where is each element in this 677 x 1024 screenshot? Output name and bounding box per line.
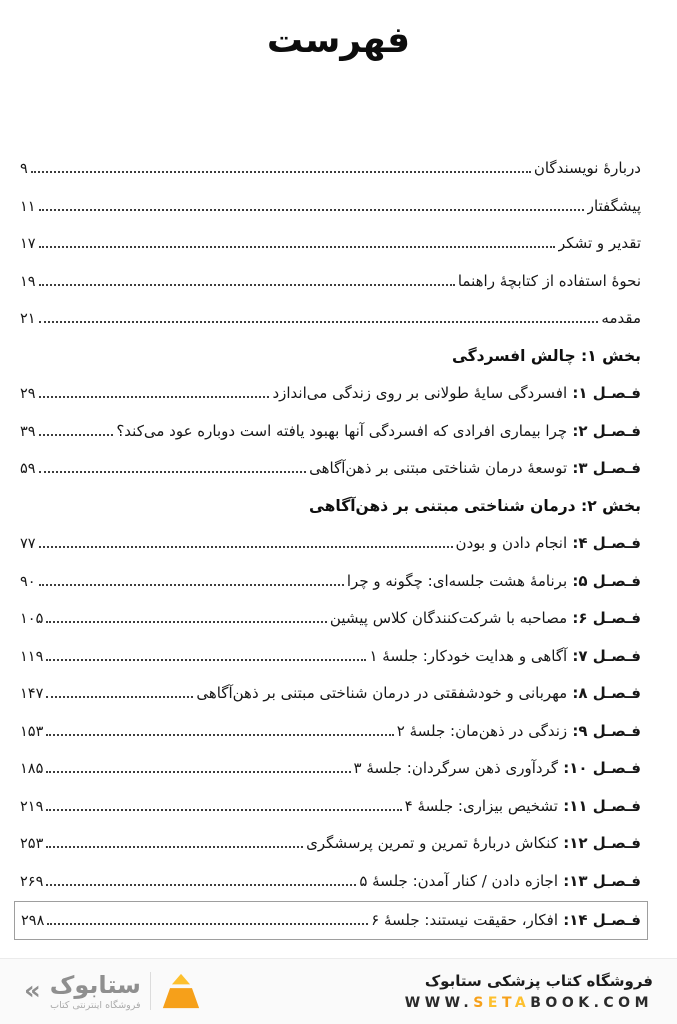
dot-leader bbox=[46, 734, 393, 736]
toc-entry-page: ۳۹ bbox=[20, 423, 36, 440]
toc-entry-title: دربارۀ نویسندگان bbox=[533, 159, 641, 177]
toc-entry-title: افسردگی سایۀ طولانی بر روی زندگی می‌اندازد bbox=[272, 384, 568, 402]
toc-entry-label bbox=[371, 902, 641, 940]
dot-leader bbox=[47, 923, 368, 925]
store-title: فروشگاه کتاب پزشکی ستابوک bbox=[424, 972, 653, 990]
toc-entry-label bbox=[196, 675, 641, 713]
toc-entry-page: ۱۱ bbox=[20, 198, 36, 215]
dot-leader bbox=[46, 659, 366, 661]
dot-leader bbox=[46, 696, 193, 698]
toc-entry-title: تشخیص بیزاری: جلسۀ ۴ bbox=[404, 796, 558, 815]
toc-entry-page: ۲۱ bbox=[20, 311, 36, 327]
toc-entry-row bbox=[20, 525, 641, 563]
website-brand-letters: SETA bbox=[473, 995, 531, 1011]
toc-entry-page: ۱۷ bbox=[20, 236, 36, 252]
toc-entry-title: برنامۀ هشت جلسه‌ای: چگونه و چرا bbox=[346, 571, 568, 590]
toc-entry-page: ۲۵۳ bbox=[20, 836, 44, 852]
toc-entry-label bbox=[330, 600, 641, 638]
toc-entry-title: گردآوری ذهن سرگردان: جلسۀ ۳ bbox=[353, 759, 558, 777]
dot-leader bbox=[46, 771, 350, 773]
toc-list bbox=[0, 150, 677, 940]
toc-entry-prefix: فـصـل ۵: bbox=[567, 571, 641, 590]
toc-entry-row bbox=[20, 375, 641, 413]
website-prefix: WWW. bbox=[404, 995, 474, 1011]
toc-entry-row bbox=[20, 863, 641, 901]
toc-entry-title: زندگی در ذهن‌مان: جلسۀ ۲ bbox=[396, 721, 568, 740]
toc-entry-prefix: فـصـل ۹: bbox=[567, 721, 641, 740]
logo-chevrons-icon: « bbox=[24, 976, 41, 1007]
toc-section-label: بخش ۲: درمان شناختی مبتنی بر ذهن‌آگاهی bbox=[308, 496, 641, 515]
toc-entry-label bbox=[116, 413, 641, 451]
toc-entry-label bbox=[359, 863, 641, 901]
toc-entry-page: ۷۷ bbox=[20, 536, 36, 552]
toc-entry-page: ۱۰۵ bbox=[20, 611, 44, 627]
toc-entry-row bbox=[20, 150, 641, 188]
footer-bar bbox=[0, 958, 677, 1024]
logo-divider bbox=[150, 972, 151, 1010]
toc-section-row bbox=[20, 488, 641, 526]
toc-entry-row bbox=[20, 750, 641, 788]
toc-entry-prefix: فـصـل ۲: bbox=[567, 421, 641, 440]
toc-entry-title: مهربانی و خودشفقتی در درمان شناختی مبتنی بر ذهن‌آگاهی bbox=[196, 684, 568, 702]
toc-entry-label bbox=[456, 525, 641, 563]
toc-entry-label bbox=[272, 375, 641, 413]
toc-entry-title: توسعۀ درمان شناختی مبتنی بر ذهن‌آگاهی bbox=[309, 459, 568, 477]
toc-entry-prefix: فـصـل ۱۴: bbox=[557, 911, 641, 929]
website-suffix: BOOK.COM bbox=[530, 995, 653, 1011]
toc-entry-row bbox=[20, 600, 641, 638]
dot-leader bbox=[39, 396, 270, 398]
logo-wordmark: ستابوک bbox=[49, 970, 141, 999]
dot-leader bbox=[39, 471, 307, 473]
toc-entry-page: ۱۱۹ bbox=[20, 648, 44, 665]
toc-entry-label bbox=[369, 638, 641, 676]
toc-entry-prefix: فـصـل ۶: bbox=[567, 609, 641, 627]
toc-entry-prefix: فـصـل ۱۳: bbox=[557, 871, 641, 890]
toc-entry-prefix: فـصـل ۱: bbox=[567, 384, 641, 402]
toc-entry-label bbox=[397, 713, 641, 751]
setabook-logo[interactable] bbox=[24, 972, 202, 1011]
dot-leader bbox=[39, 434, 114, 436]
toc-entry-label bbox=[587, 188, 641, 226]
toc-section-label: بخش ۱: چالش افسردگی bbox=[451, 346, 641, 365]
dot-leader bbox=[46, 809, 401, 811]
toc-entry-page: ۵۹ bbox=[20, 461, 36, 477]
logo-tagline: فروشگاه اینترنتی کتاب bbox=[50, 1000, 141, 1012]
toc-entry-label bbox=[347, 563, 641, 601]
dot-leader bbox=[39, 284, 455, 286]
toc-entry-title: اجازه دادن / کنار آمدن: جلسۀ ۵ bbox=[359, 871, 558, 890]
toc-entry-title: مصاحبه با شرکت‌کنندگان کلاس پیشین bbox=[329, 609, 568, 627]
toc-entry-row bbox=[20, 413, 641, 451]
toc-entry-prefix: فـصـل ۱۰: bbox=[557, 759, 641, 777]
dot-leader bbox=[39, 546, 453, 548]
dot-leader bbox=[39, 321, 599, 323]
toc-entry-page: ۱۸۵ bbox=[20, 761, 44, 777]
toc-entry-row bbox=[20, 225, 641, 263]
toc-entry-label bbox=[405, 788, 641, 826]
toc-entry-page: ۱۵۳ bbox=[20, 723, 44, 740]
toc-entry-row bbox=[20, 638, 641, 676]
dot-leader bbox=[39, 584, 344, 586]
toc-entry-prefix: فـصـل ۷: bbox=[567, 646, 641, 665]
toc-entry-prefix: فـصـل ۳: bbox=[567, 459, 641, 477]
toc-entry-page: ۲۱۹ bbox=[20, 798, 44, 815]
toc-entry-title: نحوۀ استفاده از کتابچۀ راهنما bbox=[457, 271, 641, 290]
toc-entry-prefix: فـصـل ۸: bbox=[567, 684, 641, 702]
toc-entry-page: ۹ bbox=[20, 161, 28, 177]
toc-entry-page: ۲۹۸ bbox=[21, 913, 45, 929]
toc-entry-label bbox=[458, 263, 641, 301]
toc-entry-row bbox=[20, 675, 641, 713]
toc-entry-title: پیشگفتار bbox=[586, 196, 641, 215]
toc-entry-prefix: فـصـل ۱۱: bbox=[557, 796, 641, 815]
toc-entry-row bbox=[20, 713, 641, 751]
toc-entry-prefix: فـصـل ۴: bbox=[567, 534, 641, 552]
toc-entry-row bbox=[20, 188, 641, 226]
toc-entry-page: ۱۹ bbox=[20, 273, 36, 290]
toc-entry-page: ۹۰ bbox=[20, 573, 36, 590]
toc-entry-title: مقدمه bbox=[601, 309, 641, 327]
dot-leader bbox=[46, 846, 303, 848]
toc-entry-title: آگاهی و هدایت خودکار: جلسۀ ۱ bbox=[369, 646, 568, 665]
toc-entry-label bbox=[534, 150, 641, 188]
toc-entry-title: کنکاش دربارۀ تمرین و تمرین پرسشگری bbox=[306, 834, 558, 852]
toc-entry-title: چرا بیماری افرادی که افسردگی آنها بهبود یافته است دوباره عود می‌کند؟ bbox=[116, 421, 568, 440]
toc-entry-row bbox=[14, 901, 648, 940]
setabook-triangle-icon bbox=[160, 973, 202, 1009]
toc-entry-page: ۲۹ bbox=[20, 386, 36, 402]
toc-entry-label bbox=[309, 450, 641, 488]
toc-entry-title: افکار، حقیقت نیستند: جلسۀ ۶ bbox=[371, 911, 558, 929]
toc-section-row bbox=[20, 338, 641, 376]
toc-entry-page: ۲۶۹ bbox=[20, 873, 44, 890]
toc-entry-row bbox=[20, 300, 641, 338]
dot-leader bbox=[39, 246, 555, 248]
page-title: فهرست bbox=[266, 20, 411, 61]
toc-entry-prefix: فـصـل ۱۲: bbox=[557, 834, 641, 852]
website-url[interactable] bbox=[405, 995, 653, 1011]
toc-entry-label bbox=[306, 825, 641, 863]
toc-entry-label bbox=[354, 750, 642, 788]
toc-entry-row bbox=[20, 450, 641, 488]
toc-entry-title: انجام دادن و بودن bbox=[455, 534, 568, 552]
toc-entry-row bbox=[20, 563, 641, 601]
dot-leader bbox=[46, 621, 327, 623]
toc-entry-page: ۱۴۷ bbox=[20, 686, 44, 702]
toc-entry-row bbox=[20, 263, 641, 301]
toc-entry-title: تقدیر و تشکر bbox=[558, 234, 641, 252]
footer-text-block bbox=[405, 972, 653, 1011]
logo-wordmark-block bbox=[50, 972, 141, 1011]
toc-entry-row bbox=[20, 825, 641, 863]
dot-leader bbox=[46, 884, 356, 886]
dot-leader bbox=[31, 171, 531, 173]
toc-entry-label bbox=[601, 300, 641, 338]
toc-entry-label bbox=[558, 225, 641, 263]
dot-leader bbox=[39, 209, 584, 211]
toc-entry-row bbox=[20, 788, 641, 826]
